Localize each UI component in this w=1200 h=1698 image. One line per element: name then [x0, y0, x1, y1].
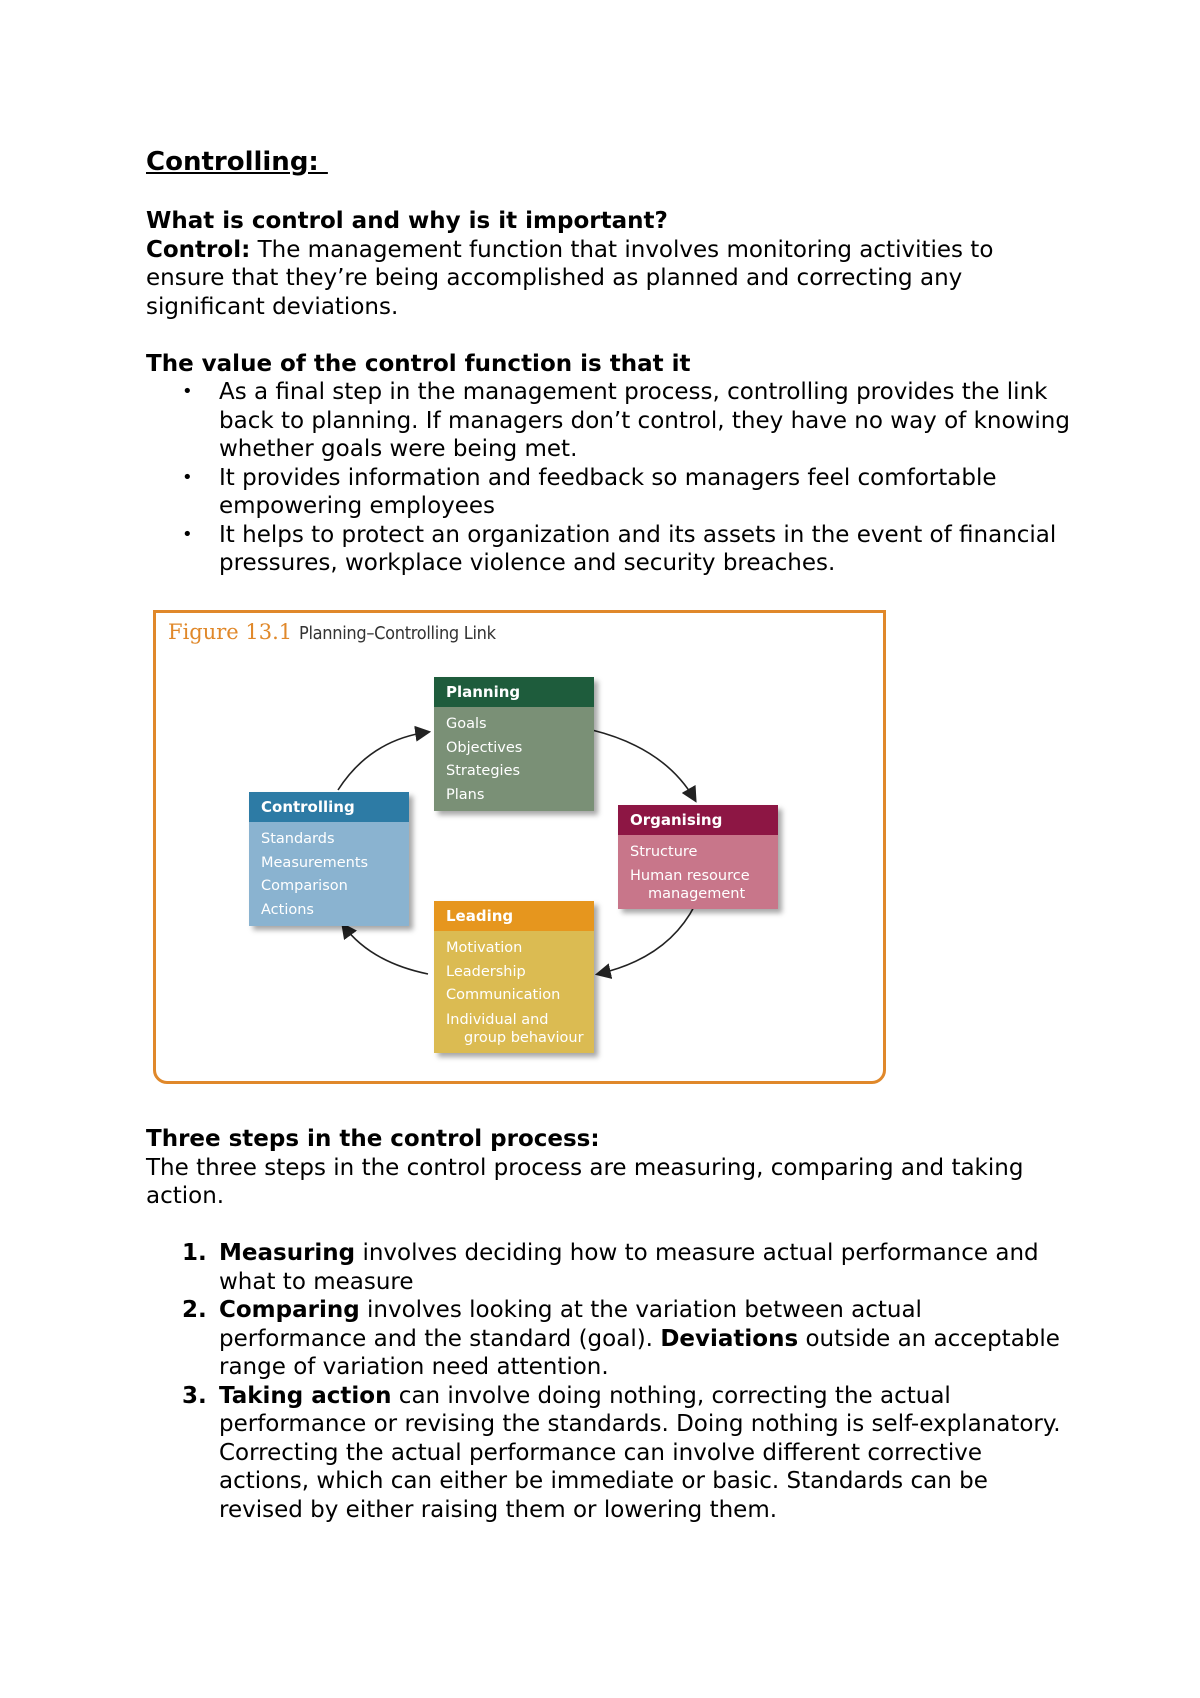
step-term: Taking action — [219, 1382, 392, 1409]
box-item: Goals — [446, 716, 487, 732]
list-item-text: It provides information and feedback so managers feel comfortable empowering employees — [219, 464, 997, 519]
box-item: Actions — [261, 901, 314, 918]
box-item: Motivation — [446, 940, 523, 956]
arrow-planning-to-organising — [592, 730, 695, 800]
intro-paragraph: The three steps in the control process are measuring, comparing and taking action. — [146, 1154, 1024, 1209]
arrow-organising-to-leading — [598, 905, 695, 974]
step-text: involves looking at the variation between actual performance and the standard (goal). — [219, 1297, 922, 1352]
list-item — [146, 1296, 1076, 1382]
box-item: management — [648, 886, 746, 902]
planning-box — [434, 677, 594, 811]
step-number: 3. — [182, 1382, 207, 1409]
leading-box — [434, 901, 594, 1053]
bullet-symbol: • — [182, 381, 193, 402]
box-item: Strategies — [446, 763, 521, 779]
box-item: group behaviour — [464, 1029, 584, 1046]
box-item: Leadership — [446, 963, 526, 980]
box-item: Standards — [261, 831, 335, 847]
list-item — [146, 1239, 1076, 1296]
figure-label: Figure 13.1 — [168, 620, 293, 644]
step-text: involves deciding how to measure actual performance and what to measure — [219, 1240, 1039, 1295]
step-number: 2. — [182, 1297, 207, 1323]
section-heading: The value of the control function is that it — [146, 351, 691, 377]
definition-term: Control: — [146, 236, 251, 263]
box-body — [434, 707, 594, 811]
list-item-text: As a final step in the management process, controlling provides the link back to planning. If managers don’t control, they have no way of knowing whether goals were being met. — [219, 379, 1070, 462]
section-heading: Three steps in the control process: — [146, 1126, 600, 1152]
organising-box — [618, 805, 778, 909]
step-term: Measuring — [219, 1240, 356, 1266]
box-header: Organising — [618, 805, 778, 835]
section-control-process — [146, 1125, 1076, 1211]
arrow-leading-to-controlling — [343, 925, 428, 974]
box-item: Measurements — [261, 854, 369, 871]
box-item: Communication — [446, 987, 561, 1003]
section-heading: What is control and why is it important? — [146, 208, 668, 234]
box-header: Planning — [434, 677, 594, 707]
box-item: Individual and — [446, 1011, 549, 1028]
box-header: Leading — [434, 901, 594, 931]
list-item-text: It helps to protect an organization and its assets in the event of financial pressures, workplace violence and security breaches. — [219, 521, 1057, 576]
page-title: Controlling: — [146, 147, 328, 177]
box-item: Structure — [630, 844, 698, 860]
box-body — [434, 931, 594, 1053]
figure-caption: Planning–Controlling Link — [299, 623, 496, 644]
box-body — [618, 835, 778, 909]
list-item — [146, 1382, 1076, 1525]
definition-text: The management function that involves monitoring activities to ensure that they’re being accomplished as planned and correcting any significant deviations. — [146, 236, 994, 320]
arrow-controlling-to-planning — [338, 732, 428, 790]
box-item: Objectives — [446, 739, 523, 756]
box-item: Comparison — [261, 878, 348, 894]
bullet-symbol: • — [182, 523, 193, 545]
controlling-box — [249, 792, 409, 926]
box-item: Plans — [446, 786, 485, 803]
step-number: 1. — [182, 1240, 207, 1266]
step-term: Comparing — [219, 1297, 360, 1323]
step-term: Deviations — [660, 1325, 799, 1352]
steps-list — [146, 1239, 1076, 1524]
step-text: outside an acceptable range of variation need attention. — [219, 1325, 1060, 1380]
box-header: Controlling — [249, 792, 409, 822]
step-text: can involve doing nothing, correcting the actual performance or revising the standards. Doing nothing is self-explanatory. Correcting the actual performance can involve different corrective actions, which can either be immediate or basic. Standards can be revised by either raising them or lowering them. — [219, 1382, 1061, 1523]
box-body — [249, 822, 409, 926]
box-item: Human resource — [630, 868, 750, 884]
bullet-symbol: • — [182, 466, 193, 488]
